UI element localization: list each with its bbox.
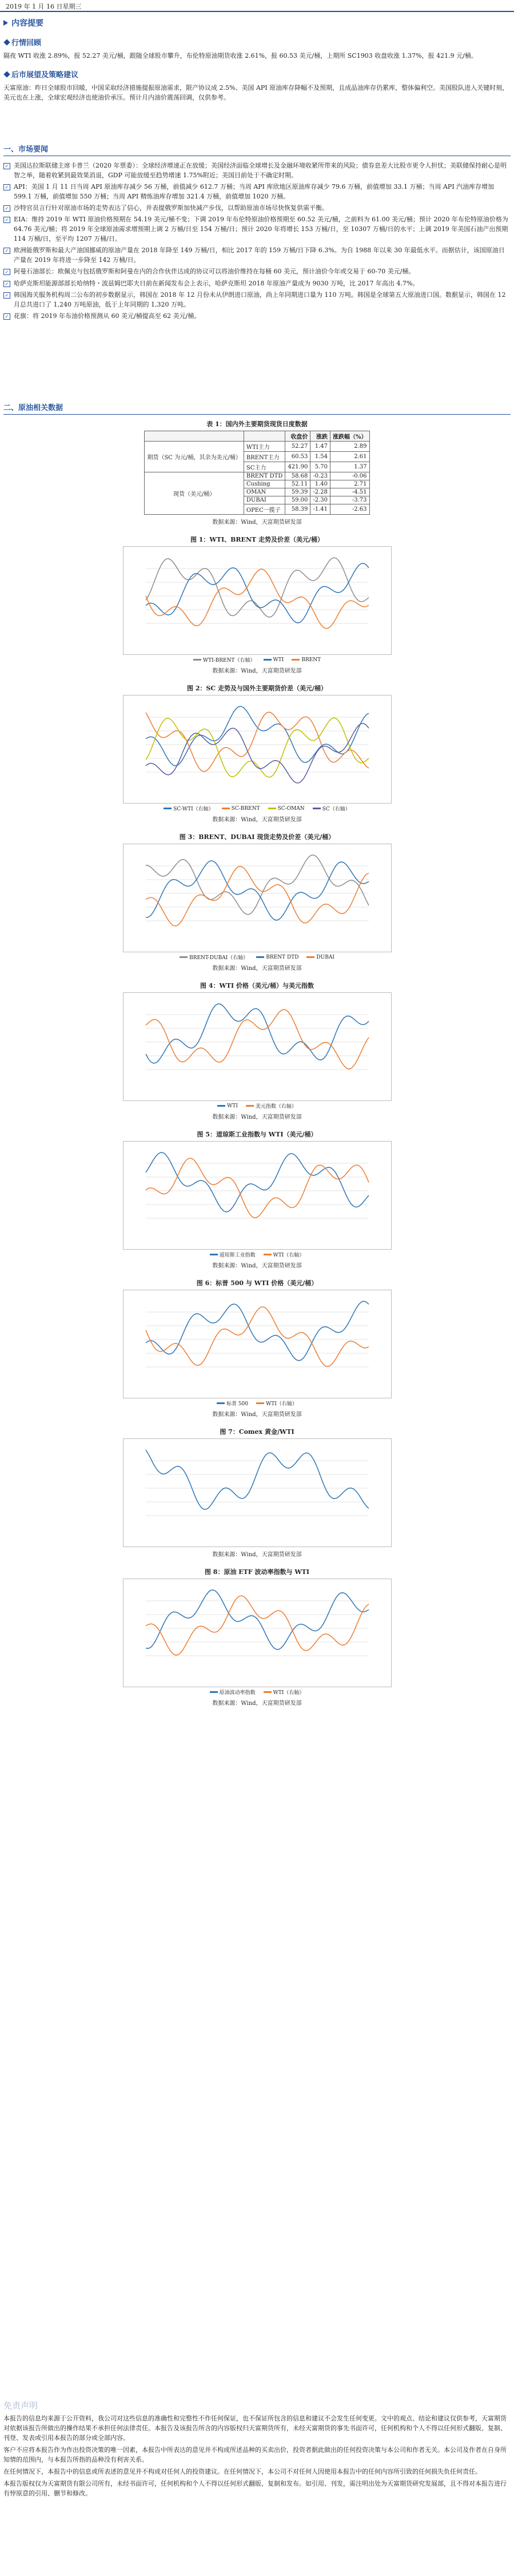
figure-chart [123,546,392,655]
figure-source: 数据来源：Wind，天富期货研发部 [212,817,302,823]
table-cell: 2.71 [330,480,370,488]
table-cell: WTI主力 [244,442,285,452]
legend-item [164,805,213,812]
market-news-item [3,214,511,244]
table-header-row [145,431,369,442]
table-cell: 2.89 [330,442,370,452]
legend-swatch [246,1105,254,1107]
checkbox-icon: ✓ [3,313,10,320]
market-news-text: 哈萨克斯坦能源部部长哈纳特・波兹姆巴耶夫日前在新闻发布会上表示，哈萨克斯坦 2018 年原油产量成为 9030 万吨，比 2017 年高出 4.7%。 [14,279,419,287]
legend-item [217,1102,238,1110]
legend-item [210,1251,256,1258]
figure-caption: 图 2：SC 走势及与国外主要期货价差（美元/桶） [186,685,328,692]
market-news-item [3,290,511,309]
market-news-text: 沙特官员言行针对原油市场的走势表达了信心，并表提俄罗斯加快减产步伐，以帮助原油市场尽快恢复供需平衡。 [14,204,328,212]
figure-source: 数据来源：Wind，天富期货研发部 [212,668,302,674]
legend-label: BRENT [301,657,321,663]
table-cell: 1.54 [310,452,330,462]
legend-label: 标普 500 [226,1401,249,1407]
table-header-cell [244,431,285,442]
table-cell: 2.61 [330,452,370,462]
table-cell: DUBAI [244,496,285,504]
quote-table [144,431,369,515]
table-cell: -1.41 [310,504,330,515]
legend-item [256,1400,297,1407]
header-rule [0,11,514,12]
market-news-list [3,161,511,321]
diamond-icon [3,71,10,77]
table-cell: SC主力 [244,462,285,472]
legend-item [268,805,305,812]
figure-chart [123,1438,392,1547]
figure-legend [3,1251,511,1258]
legend-swatch [306,956,314,958]
market-news-item [3,267,511,276]
legend-label: BRENT-DUBAI（右轴） [189,955,249,961]
table-cell: -2.63 [330,504,370,515]
crude-title: 二、原油相关数据 [3,401,511,415]
review-heading: 行情回顾 [3,37,511,47]
figure-list [3,535,511,1707]
figure-block [3,683,511,823]
legend-swatch [264,1691,272,1693]
table-row [145,472,369,480]
market-news-item [3,161,511,180]
figure-chart [123,1141,392,1250]
table-cell: 58.39 [285,504,310,515]
legend-label: WTI [273,657,284,663]
legend-swatch [313,808,321,809]
legend-label: SC-OMAN [277,805,305,812]
table-source: 数据来源：Wind，天富期货研发部 [212,519,302,526]
table-cell: 1.37 [330,462,370,472]
legend-label: WTI（右轴） [266,1401,297,1407]
disclaimer-section [3,2399,511,2501]
legend-item [180,953,248,961]
table-cell: 52.11 [285,480,310,488]
summary-section [3,17,511,105]
checkbox-icon: ✓ [3,269,10,275]
figure-caption: 图 1：WTI、BRENT 走势及价差（美元/桶） [190,536,324,543]
legend-item [256,953,298,961]
outlook-heading: 后市展望及策略建议 [3,69,511,79]
market-news-text: 花旗：将 2019 年布油价格预测从 60 美元/桶提高至 62 美元/桶。 [14,312,201,320]
figure-chart [123,992,392,1101]
legend-swatch [264,1254,272,1255]
table-cell: -0.23 [310,472,330,480]
figure-legend [3,953,511,961]
figure-source: 数据来源：Wind，天富期货研发部 [212,1114,302,1120]
legend-swatch [256,1402,264,1404]
table-cell: 59.00 [285,496,310,504]
figure-block [3,1567,511,1707]
table-cell: -2.30 [310,496,330,504]
figure-caption: 图 6：标普 500 与 WTI 价格（美元/桶） [196,1279,318,1287]
market-news-text: 欧洲能俄罗斯和最大产油国挪威的原油产量在 2018 年降至 149 万桶/日，相比 2017 年的 159 万桶/日下降 6.3%。为自 1988 年以来 30 年最低水平。而据估计，该国原油日产量在 2019 年将进一步降至 142 万桶/日。 [14,247,505,264]
market-news-item [3,311,511,321]
legend-item [292,656,321,663]
legend-item [306,953,334,961]
legend-swatch [180,956,188,958]
market-news-text: API：美国 1 月 11 日当周 API 原油库存减少 56 万桶，前值减少 612.7 万桶；当周 API 库欣地区原油库存减少 79.6 万桶，前值增加 33.1 万桶；当周 API 汽油库存增加 599.1 万桶，前值增加 550 万桶；当周 API 精炼油库存增加 321.4 万桶，前值增加 1020 万桶。 [14,183,495,201]
diamond-icon [3,39,10,45]
checkbox-icon: ✓ [3,248,10,254]
table-cell: 1.47 [310,442,330,452]
legend-label: 美元指数（右轴） [255,1104,297,1110]
outlook-text: 天富原油：昨日全球股市回暖，中国采取经济措施提振原油需求，限产协议成 2.5%、美国 API 原油库存降幅不及预期，且成品油库存仍累库，整体偏利空。美国股队进入关键时刻，美元也在上涨，全球宏观经济也使油价承压。预计月内油价震荡回调，仅供参考。 [3,84,509,102]
chart-frame [123,1290,391,1398]
figure-source: 数据来源：Wind，天富期货研发部 [212,965,302,972]
review-text: 隔夜 WTI 收涨 2.89%，报 52.27 美元/桶，跟随全球股市攀升，布伦特原油期货收涨 2.61%，报 60.53 美元/桶，上期所 SC1903 收盘收涨 1.37%，报 421.9 元/桶。 [3,52,477,59]
checkbox-icon: ✓ [3,205,10,212]
figure-caption: 图 4：WTI 价格（美元/桶）与美元指数 [200,982,314,989]
legend-label: BRENT DTD [266,954,299,960]
chart-frame [123,1579,391,1687]
table-cell: -4.51 [330,488,370,496]
checkbox-icon: ✓ [3,281,10,287]
table-cell: Cushing [244,480,285,488]
legend-item [264,1688,305,1696]
market-news-item [3,203,511,213]
disclaimer-paragraph: 客户不应将本报告作为作出投资决策的唯一因素，本报告中所表达的意见并不构成所述品种的买卖出价，投资者据此做出的任何投资决策与本公司和作者无关。本公司及作者在自身所知情的范围内，与本报告所指的品种没有利害关系。 [3,2446,507,2464]
triangle-icon [3,20,8,26]
table-cell: 59.39 [285,488,310,496]
table-cell: 1.40 [310,480,330,488]
legend-item [217,1400,248,1407]
figure-source: 数据来源：Wind，天富期货研发部 [212,1263,302,1269]
legend-swatch [292,659,300,661]
report-date: 2019 年 1 月 16 日星期三 [6,3,82,10]
legend-label: DUBAI [316,954,334,960]
figure-block [3,1278,511,1418]
table-header-cell: 涨跌幅（%） [330,431,370,442]
table-cell: -3.73 [330,496,370,504]
legend-item [210,1688,256,1696]
figure-source: 数据来源：Wind，天富期货研发部 [212,1552,302,1558]
legend-label: 原油波动率指数 [219,1690,256,1696]
legend-label: SC-BRENT [231,805,260,812]
checkbox-icon: ✓ [3,184,10,190]
figure-block [3,1427,511,1558]
legend-item [264,656,284,663]
table-cell: 52.27 [285,442,310,452]
table-cell: BRENT DTD [244,472,285,480]
market-section [3,136,511,323]
figure-chart [123,695,392,804]
crude-section [3,395,511,1716]
figure-chart [123,844,392,952]
table-cell: 5.70 [310,462,330,472]
legend-swatch [210,1691,218,1693]
legend-label: WTI [227,1103,238,1109]
table-group-label: 期货（SC 为元/桶，其余为美元/桶） [145,442,244,472]
legend-label: SC（右轴） [322,806,350,812]
legend-label: SC-WTI（右轴） [173,806,214,812]
figure-block [3,1130,511,1269]
table-cell: -0.06 [330,472,370,480]
table-cell: 60.53 [285,452,310,462]
legend-swatch [256,956,264,958]
legend-item [222,805,260,812]
figure-legend [3,1688,511,1696]
legend-item [193,656,256,663]
disclaimer-paragraph: 本报告版权仅为天富期货有限公司所有，未经书面许可，任何机构和个人不得以任何形式翻版、复制和发布。如引用、刊发，需注明出处为天富期货研究发展部，且不得对本报告进行有悖原意的引用、删节和修改。 [3,2480,507,2498]
checkbox-icon: ✓ [3,292,10,299]
disclaimer-title: 免责声明 [3,2400,38,2411]
table-cell: BRENT主力 [244,452,285,462]
market-title: 一、市场要闻 [3,143,511,156]
figure-source: 数据来源：Wind，天富期货研发部 [212,1700,302,1707]
legend-label: WTI（右轴） [273,1690,305,1696]
figure-caption: 图 5：道琼斯工业指数与 WTI（美元/桶） [197,1131,317,1138]
figure-block [3,832,511,972]
summary-title: 内容提要 [3,17,511,29]
table-caption: 表 1：国内外主要期货现货日度数据 [206,420,308,428]
legend-swatch [264,659,272,661]
legend-label: WTI（右轴） [273,1253,305,1258]
legend-item [313,805,350,812]
figure-caption: 图 8：原油 ETF 波动率指数与 WTI [204,1568,310,1576]
legend-swatch [193,659,201,661]
disclaimer-paragraph: 在任何情况下，本报告中的信息或所表述的意见并不构成对任何人的投资建议。在任何情况下，本公司不对任何人因使用本报告中的任何内容所引致的任何损失负任何责任。 [3,2468,481,2476]
chart-frame [123,1142,391,1250]
figure-chart [123,1579,392,1687]
table-cell: OPEC一揽子 [244,504,285,515]
legend-item [264,1251,305,1258]
table-cell: 58.68 [285,472,310,480]
table-header-cell: 收盘价 [285,431,310,442]
checkbox-icon: ✓ [3,163,10,169]
disclaimer-text [3,2414,511,2498]
table-group-label: 现货（美元/桶） [145,472,244,515]
legend-swatch [268,808,276,809]
market-news-text: 韩国海关服务机构周二公布的初步数据显示，韩国在 2018 年 12 月份未从伊朗进口原油，尚上年同期进口量为 110 万吨。韩国是全球第五大原油进口国。数据显示，韩国在 12 月总共进口了 1,240 万吨原油，低于上年同期的 1,320 万吨。 [14,291,506,308]
chart-frame [123,1439,391,1547]
table-header-cell: 涨跌 [310,431,330,442]
figure-legend [3,1102,511,1110]
legend-label: WTI-BRENT（右轴） [202,658,256,663]
legend-swatch [210,1254,218,1255]
figure-block [3,535,511,674]
table-row [145,442,369,452]
legend-item [246,1102,297,1110]
figure-caption: 图 7：Comex 黄金/WTI [220,1428,294,1436]
checkbox-icon: ✓ [3,217,10,223]
market-news-item [3,245,511,265]
figure-legend [3,805,511,812]
market-news-item [3,279,511,288]
table-cell: 421.90 [285,462,310,472]
legend-swatch [164,808,172,809]
figure-caption: 图 3：BRENT、DUBAI 现货走势及价差（美元/桶） [179,833,335,841]
market-news-item [3,182,511,201]
table-cell: OMAN [244,488,285,496]
figure-legend [3,656,511,663]
legend-label: 道琼斯工业指数 [219,1253,256,1258]
legend-swatch [217,1105,225,1107]
figure-chart [123,1290,392,1398]
market-news-text: EIA：维持 2019 年 WTI 原油价格预期在 54.19 美元/桶不变；下调 2019 年布伦特原油价格预期至 60.52 美元/桶，之前料为 61.00 美元/桶；预计 2020 年布伦特原油价格为 64.76 美元/桶；将 2019 年全球原油需求增预期上调 2 万桶/日至 154 万桶/日；预计 2020 年将增长 153 万桶/日，至 10307 万桶/日的水平；上调 2019 年美国石油产出预期 114 万桶/日，至平均 1207 万桶/日。 [14,216,508,243]
chart-frame [123,844,391,952]
table-cell: -2.28 [310,488,330,496]
figure-legend [3,1400,511,1407]
market-news-text: 阿曼石油部长：欧佩克与包括俄罗斯和阿曼在内的合作伙伴达成的协议可以将油价维持在每桶 60 美元，预计油价今年或交易于 60-70 美元/桶。 [14,268,415,276]
disclaimer-paragraph: 本报告的信息均来源于公开资料，我公司对这些信息的准确性和完整性不作任何保证，也不保证所包含的信息和建议不会发生任何变更。文中的观点、结论和建议仅供参考，天富期货对依据该报告所做出的操作结果不承担任何法律责任。本报告及该报告所含的内容版权归天富期货所有，未经天富期货的事先书面许可，任何机构和个人不得以任何形式翻版、复制、刊登、发表或引用本报告的部分或全部内容。 [3,2415,507,2442]
table-header-cell [145,431,244,442]
figure-source: 数据来源：Wind，天富期货研发部 [212,1412,302,1418]
legend-swatch [222,808,230,809]
market-news-text: 美国达拉斯联储主席卡普兰（2020 年票委）：全球经济增速正在放缓；美国经济面临全球增长及金融环境收紧所带来的风险；债券息差大比股市更令人担忧；美联储保持耐心是明智之举，随着收紧到最效果消退，GDP 可能放缓至趋势增速 1.75%附近；美国目前处于不确定时期。 [14,162,507,180]
legend-swatch [217,1402,225,1404]
figure-block [3,981,511,1120]
